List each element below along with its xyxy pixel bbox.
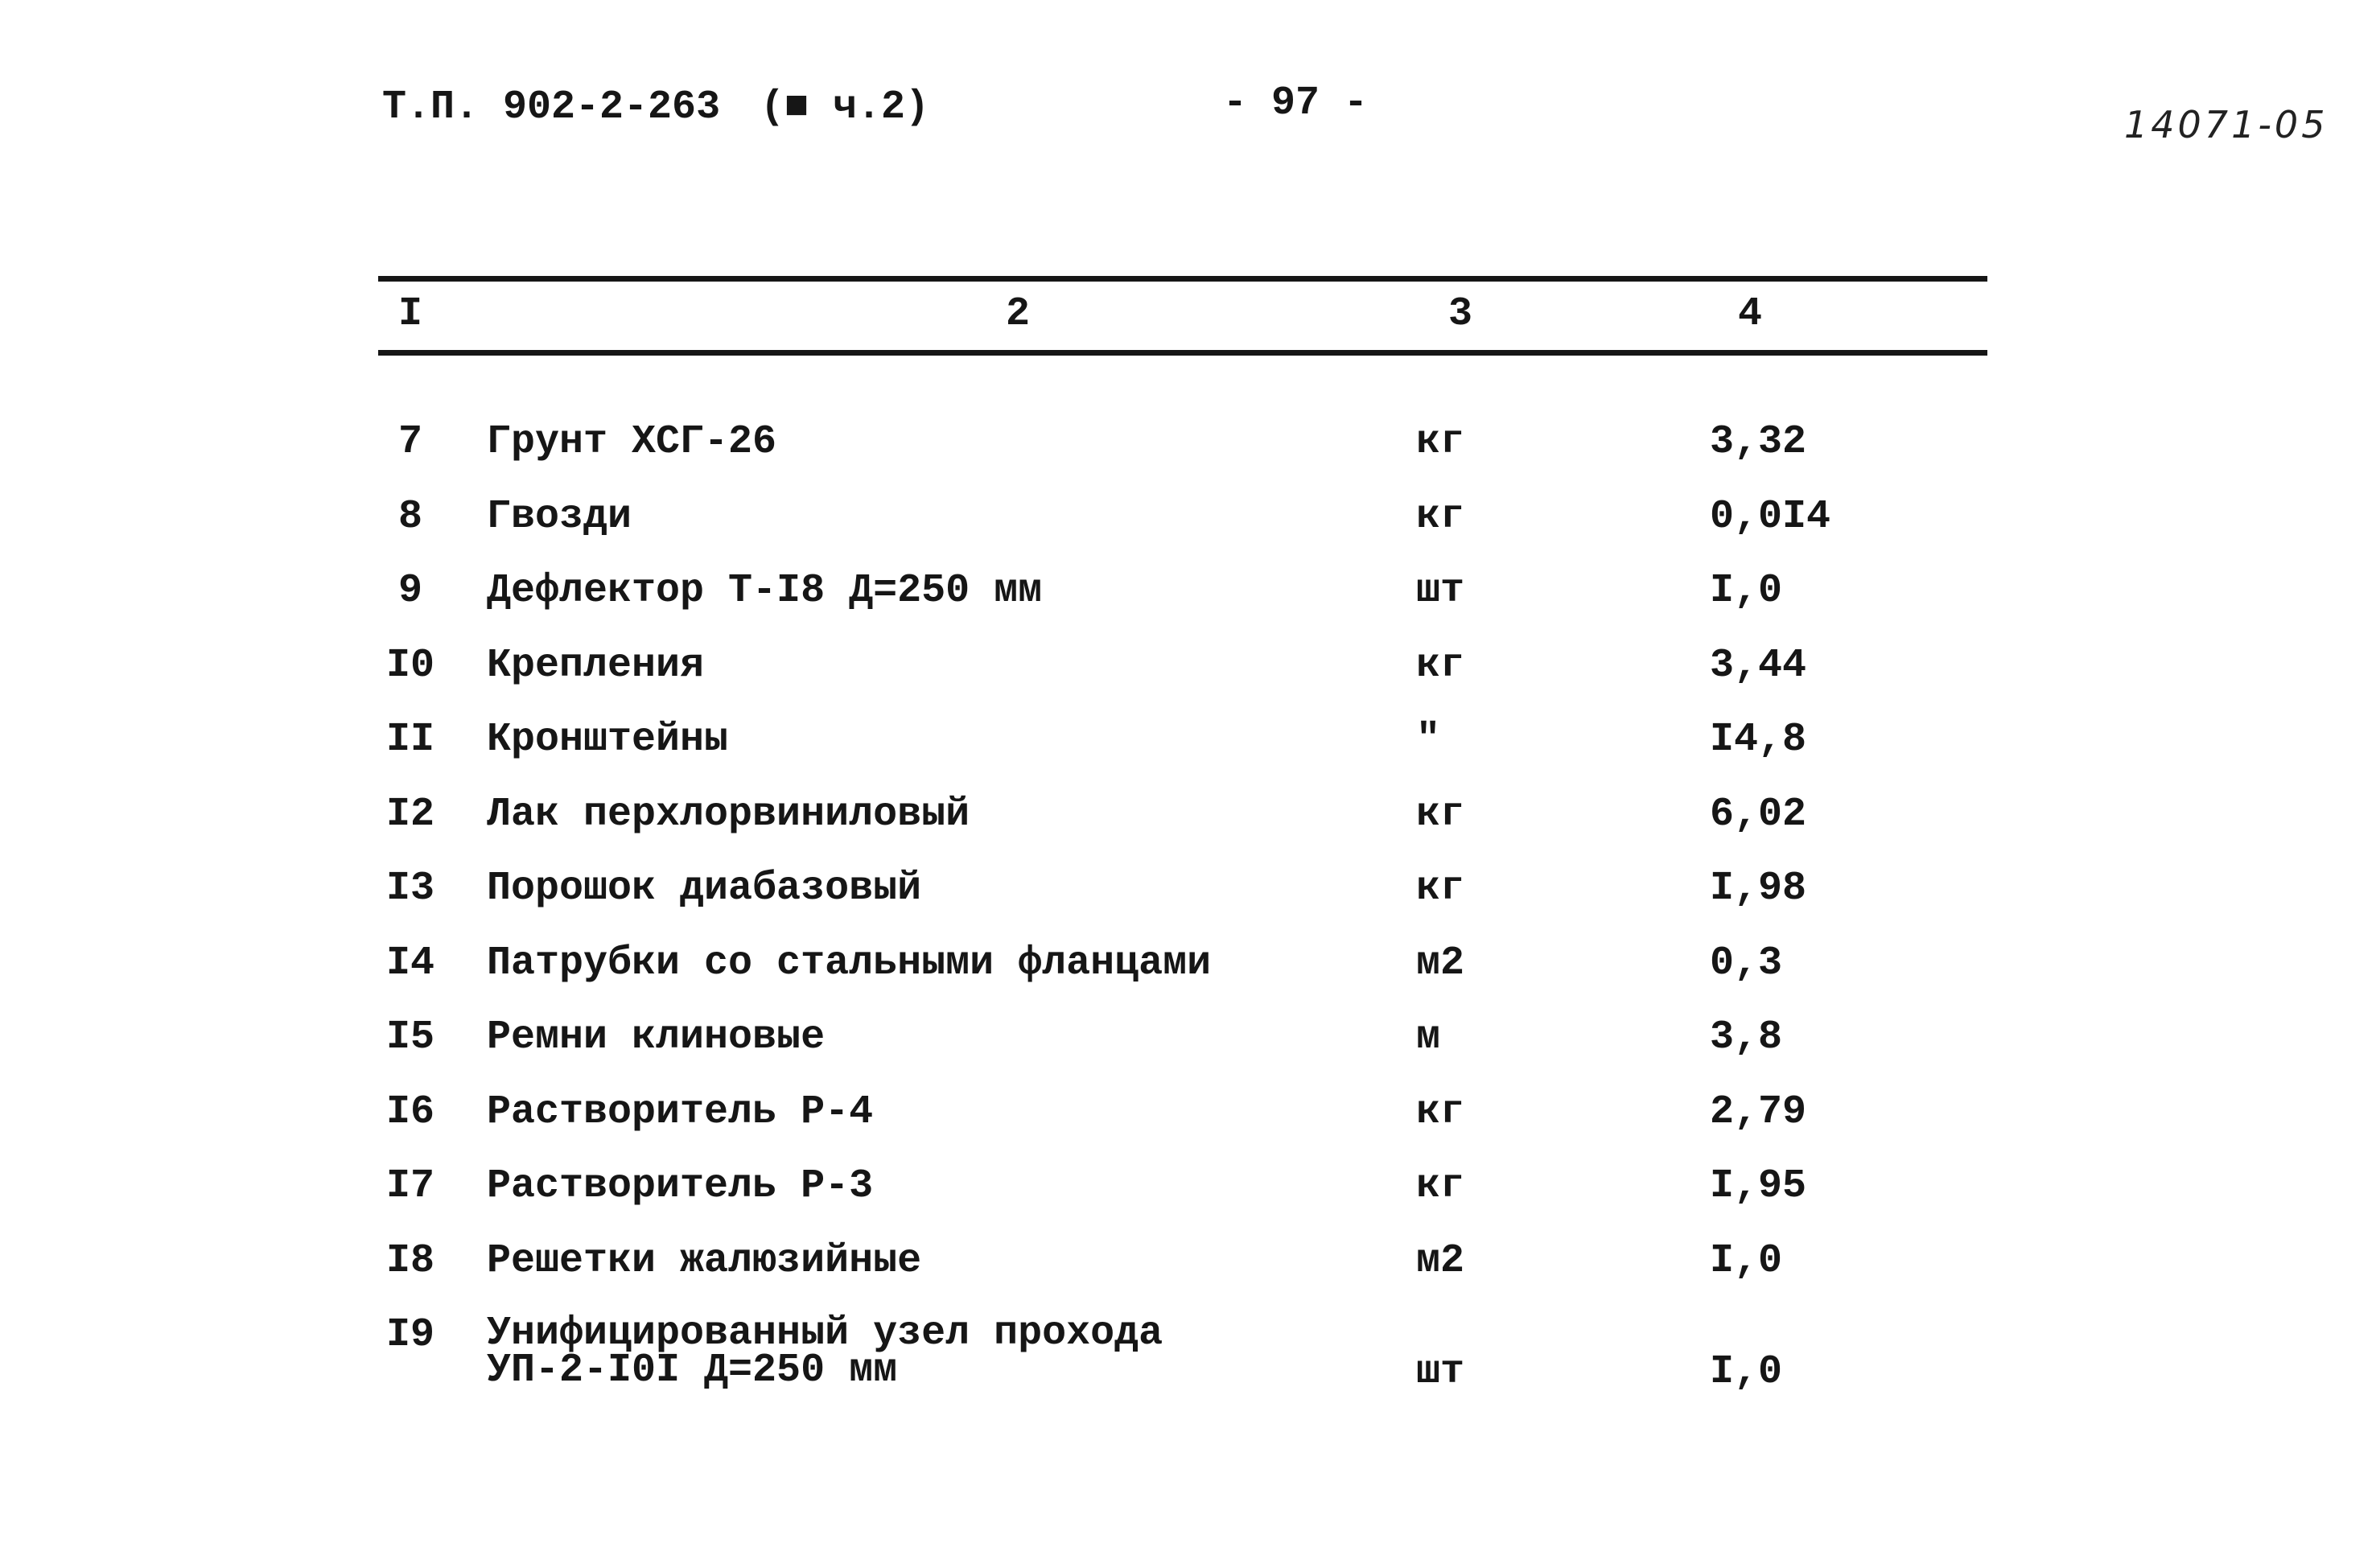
- unit: м: [1416, 1014, 1441, 1060]
- quantity: I4,8: [1710, 717, 1807, 763]
- item-name: Патрубки со стальными фланцами: [487, 940, 1212, 986]
- quantity: 0,3: [1710, 940, 1783, 986]
- item-name: Порошок диабазовый: [487, 866, 922, 912]
- row-number: II: [385, 717, 434, 763]
- unit: шт: [1416, 1349, 1465, 1395]
- column-header-3: 3: [1447, 291, 1472, 337]
- quantity: I,0: [1710, 1238, 1783, 1284]
- unit: кг: [1416, 643, 1465, 689]
- quantity: 2,79: [1710, 1089, 1807, 1135]
- row-number: I3: [385, 866, 434, 912]
- column-header-2: 2: [1005, 291, 1030, 337]
- document-part: (■ ч.2): [760, 84, 930, 130]
- item-name: Решетки жалюзийные: [487, 1238, 922, 1284]
- quantity: I,0: [1710, 1349, 1783, 1395]
- row-number: I8: [385, 1238, 434, 1284]
- unit: кг: [1416, 494, 1465, 540]
- unit: кг: [1416, 1089, 1465, 1135]
- column-header-1: I: [397, 291, 422, 337]
- unit: кг: [1416, 866, 1465, 912]
- row-number: I7: [385, 1163, 434, 1209]
- handwritten-code: 14071-05: [2124, 103, 2329, 146]
- unit: кг: [1416, 419, 1465, 465]
- quantity: 0,0I4: [1710, 494, 1831, 540]
- quantity: I,98: [1710, 866, 1807, 912]
- unit: ": [1416, 717, 1441, 763]
- row-number: I2: [385, 792, 434, 838]
- item-name: Унифицированный узел прохода: [487, 1311, 1163, 1356]
- quantity: 3,8: [1710, 1014, 1783, 1060]
- quantity: 3,44: [1710, 643, 1807, 689]
- row-number: I4: [385, 940, 434, 986]
- unit: м2: [1416, 1238, 1465, 1284]
- unit: шт: [1416, 568, 1465, 614]
- item-name: Ремни клиновые: [487, 1014, 826, 1060]
- item-name: Грунт ХСГ-26: [487, 419, 777, 465]
- document-code: Т.П. 902-2-263: [382, 84, 721, 130]
- row-number: 8: [397, 494, 422, 540]
- page-number: - 97 -: [1223, 80, 1369, 126]
- row-number: I6: [385, 1089, 434, 1135]
- column-header-4: 4: [1737, 291, 1762, 337]
- item-name: Растворитель Р-4: [487, 1089, 874, 1135]
- table-top-rule: [378, 276, 1987, 282]
- quantity: I,95: [1710, 1163, 1807, 1209]
- unit: кг: [1416, 1163, 1465, 1209]
- row-number: 7: [397, 419, 422, 465]
- table-header-rule: [378, 350, 1987, 356]
- quantity: 3,32: [1710, 419, 1807, 465]
- unit: м2: [1416, 940, 1465, 986]
- item-name: Кронштейны: [487, 717, 729, 763]
- row-number: 9: [397, 568, 422, 614]
- item-name: Крепления: [487, 643, 705, 689]
- item-name: Дефлектор Т-I8 Д=250 мм: [487, 568, 1043, 614]
- row-number: I9: [385, 1312, 434, 1358]
- quantity: 6,02: [1710, 792, 1807, 838]
- item-name: Растворитель Р-3: [487, 1163, 874, 1209]
- item-name: Лак перхлорвиниловый: [487, 792, 970, 838]
- item-name: Гвозди: [487, 494, 632, 540]
- row-number: I5: [385, 1014, 434, 1060]
- unit: кг: [1416, 792, 1465, 838]
- row-number: I0: [385, 643, 434, 689]
- item-name-continued: УП-2-I0I Д=250 мм: [487, 1348, 898, 1393]
- quantity: I,0: [1710, 568, 1783, 614]
